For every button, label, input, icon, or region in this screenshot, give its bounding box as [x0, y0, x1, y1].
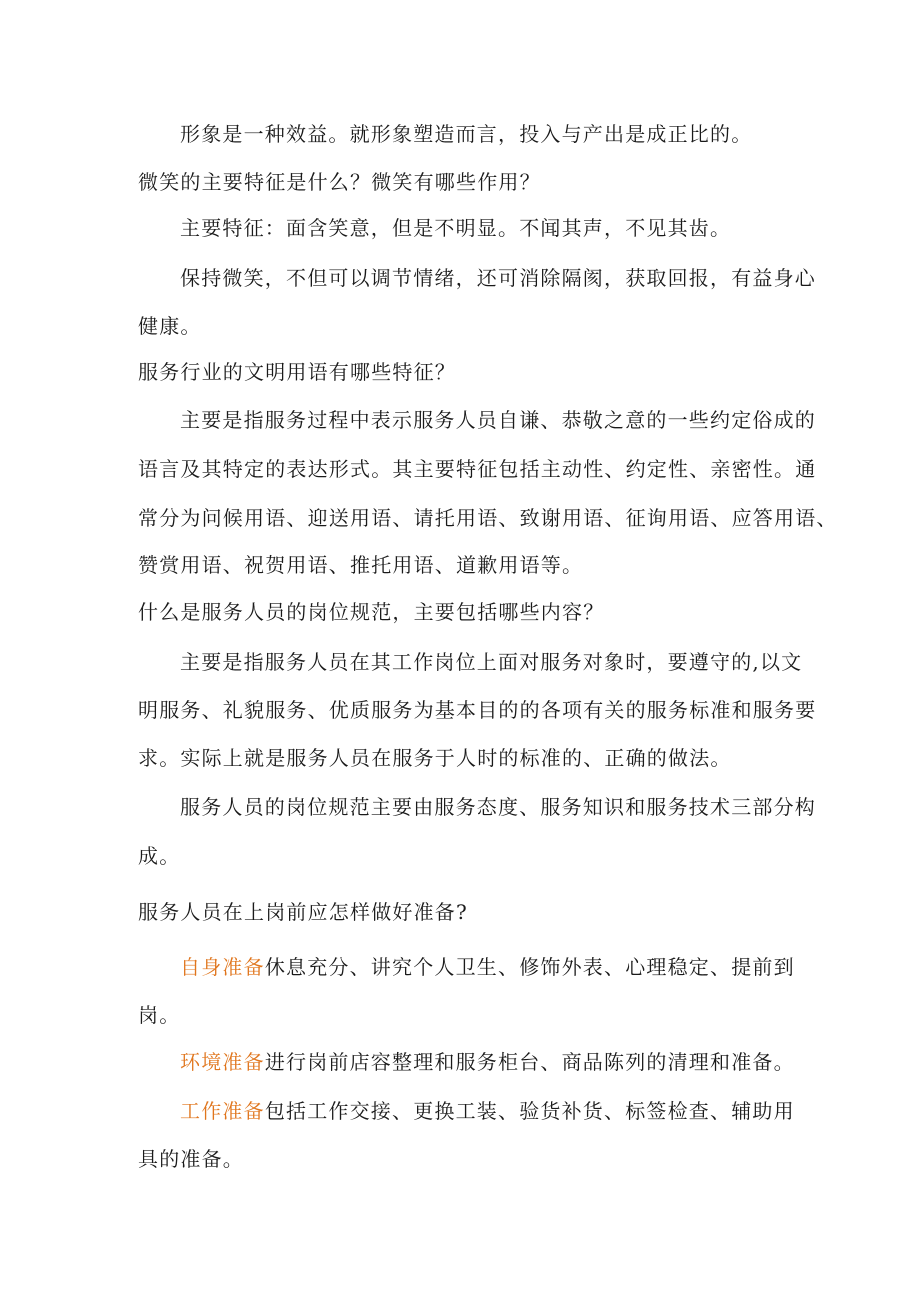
- paragraph-line: 明服务、礼貌服务、优质服务为基本目的的各项有关的服务标准和服务要: [138, 698, 817, 722]
- paragraph-line: 保持微笑，不但可以调节情绪，还可消除隔阂，获取回报，有益身心: [180, 266, 816, 290]
- prep-label-environment: 环境准备: [180, 1050, 265, 1074]
- paragraph-line: 服务人员的岗位规范主要由服务态度、服务知识和服务技术三部分构: [180, 795, 816, 819]
- paragraph-line: 具的准备。: [138, 1147, 244, 1171]
- paragraph-line: 岗。: [138, 1003, 181, 1027]
- question-heading: 服务人员在上岗前应怎样做好准备?: [138, 900, 468, 924]
- prep-text-self: 休息充分、讲究个人卫生、修饰外表、心理稳定、提前到: [264, 955, 795, 979]
- paragraph-line: 求。实际上就是服务人员在服务于人时的标准的、正确的做法。: [138, 746, 732, 770]
- prep-item-work: [180, 1099, 795, 1123]
- paragraph-line: 赞赏用语、祝贺用语、推托用语、道歉用语等。: [138, 553, 584, 577]
- paragraph-line: 主要是指服务人员在其工作岗位上面对服务对象时，要遵守的,以文: [180, 650, 803, 674]
- paragraph-line: 语言及其特定的表达形式。其主要特征包括主动性、约定性、亲密性。通: [138, 457, 817, 481]
- prep-item-self: [180, 955, 795, 979]
- paragraph-line: 主要是指服务过程中表示服务人员自谦、恭敬之意的一些约定俗成的: [180, 408, 816, 432]
- prep-label-work: 工作准备: [180, 1099, 265, 1123]
- paragraph-line: 主要特征：面含笑意，但是不明显。不闻其声，不见其齿。: [180, 216, 732, 240]
- prep-label-self: 自身准备: [180, 955, 265, 979]
- prep-text-work: 包括工作交接、更换工装、验货补货、标签检查、辅助用: [264, 1099, 795, 1123]
- paragraph-line: 成。: [138, 844, 181, 868]
- question-heading: 服务行业的文明用语有哪些特征？: [138, 360, 456, 384]
- paragraph-line: 常分为问候用语、迎送用语、请托用语、致谢用语、征询用语、应答用语、: [138, 506, 838, 530]
- question-heading: 微笑的主要特征是什么？微笑有哪些作用？: [138, 170, 541, 194]
- paragraph-line: 健康。: [138, 314, 202, 338]
- paragraph-line: 形象是一种效益。就形象塑造而言，投入与产出是成正比的。: [180, 122, 753, 146]
- prep-text-environment: 进行岗前店容整理和服务柜台、商品陈列的清理和准备。: [264, 1050, 795, 1074]
- question-heading: 什么是服务人员的岗位规范，主要包括哪些内容？: [138, 600, 605, 624]
- prep-item-environment: [180, 1050, 795, 1074]
